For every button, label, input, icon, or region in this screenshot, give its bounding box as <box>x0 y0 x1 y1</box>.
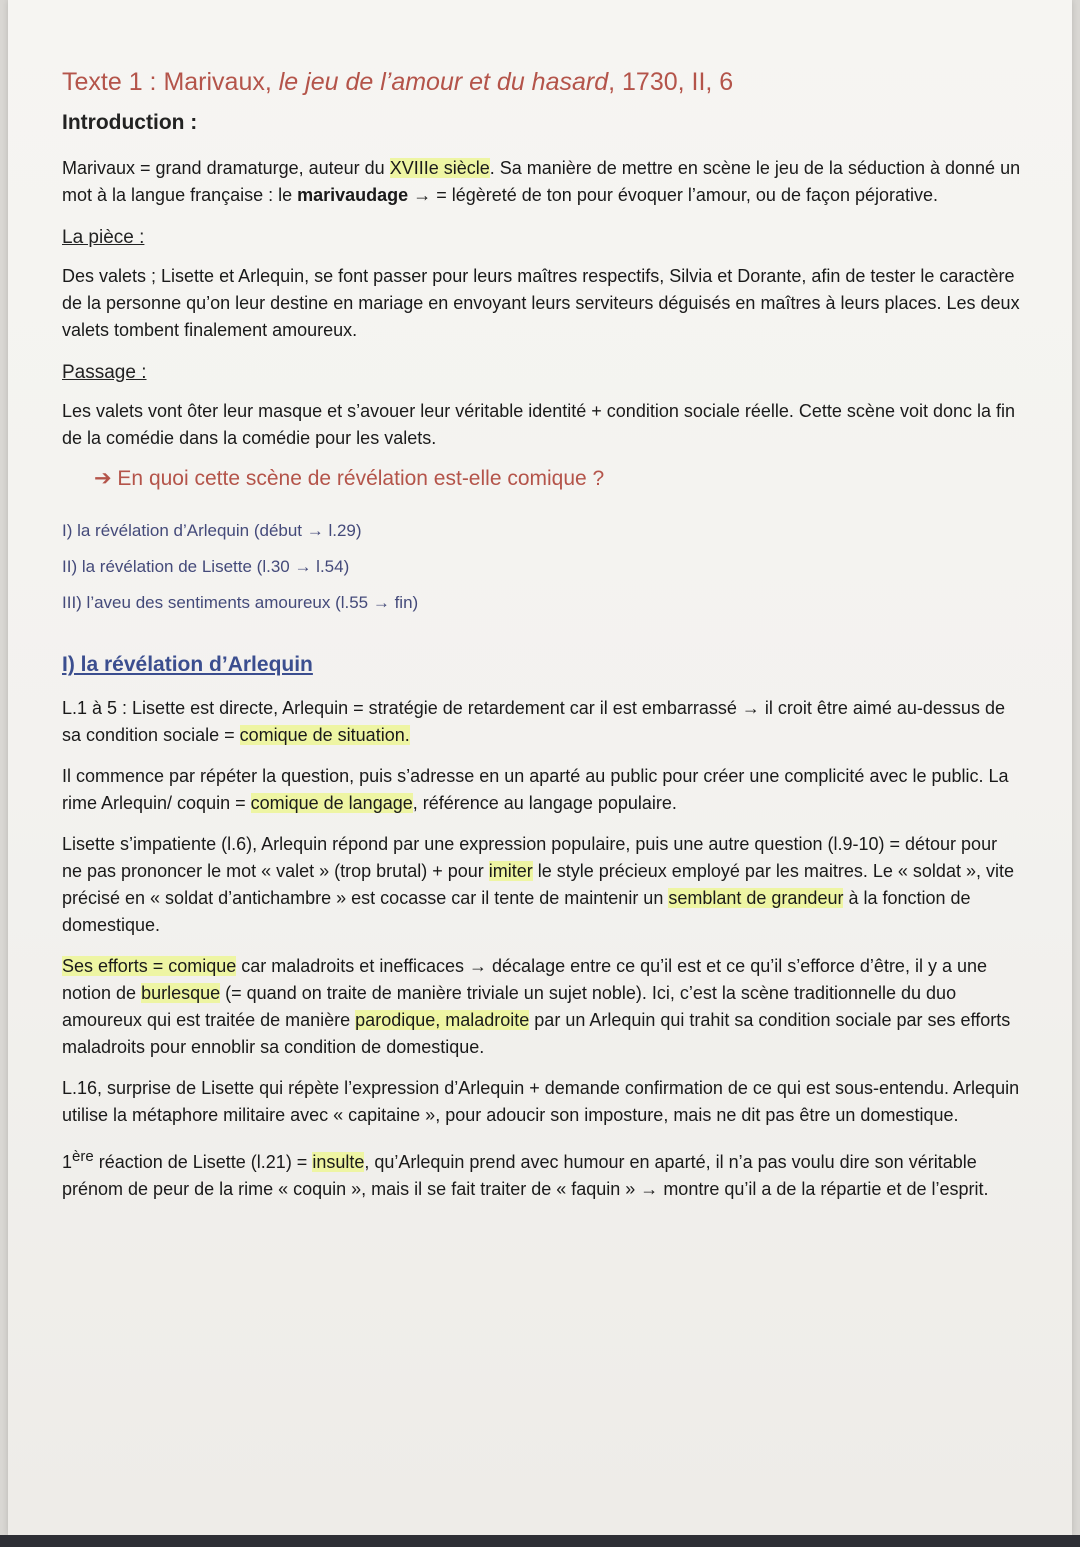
section-1-paragraph-1: L.1 à 5 : Lisette est directe, Arlequin = stratégie de retardement car il est embarrassé → il croit être aimé au-dessus de sa condition sociale = comique de situation. <box>62 698 1005 745</box>
document-title <box>62 68 1022 97</box>
intro-heading: Introduction : <box>62 111 198 134</box>
plan-item-1: I) la révélation d’Arlequin (début → l.29) <box>62 521 362 540</box>
document-page <box>8 0 1072 1535</box>
section-1-paragraph-5: L.16, surprise de Lisette qui répète l’expression d’Arlequin + demande confirmation de ce qui est sous-entendu. Arlequin utilise la métaphore militaire avec « capitaine », pour adoucir son imposture, mais ne dit pas être un domestique. <box>62 1078 1020 1125</box>
title-prefix: Texte 1 : Marivaux, <box>62 68 279 96</box>
plan-item-2: II) la révélation de Lisette (l.30 → l.54) <box>62 557 350 576</box>
piece-heading: La pièce : <box>62 227 145 248</box>
problematique: ➔ En quoi cette scène de révélation est-elle comique ? <box>94 467 605 490</box>
passage-paragraph: Les valets vont ôter leur masque et s’avouer leur véritable identité + condition sociale réelle. Cette scène voit donc la fin de la comédie dans la comédie pour les valets. <box>62 401 1016 448</box>
document-content <box>62 68 1022 1217</box>
piece-paragraph: Des valets ; Lisette et Arlequin, se font passer pour leurs maîtres respectifs, Silvia et Dorante, afin de tester le caractère de la personne qu’on leur destine en mariage en envoyant leurs serviteurs déguisés en maîtres à leurs places. Les deux valets tombent finalement amoureux. <box>62 266 1020 340</box>
passage-heading: Passage : <box>62 362 147 383</box>
bottom-edge <box>0 1535 1080 1547</box>
plan-item-3: III) l’aveu des sentiments amoureux (l.55 → fin) <box>62 593 419 612</box>
section-1-paragraph-6: 1ère réaction de Lisette (l.21) = insulte, qu’Arlequin prend avec humour en aparté, il n’a pas voulu dire son véritable prénom de peur de la rime « coquin », mais il se fait traiter de « faquin » → montre qu’il a de la répartie et de l’esprit. <box>62 1148 989 1199</box>
intro-paragraph: Marivaux = grand dramaturge, auteur du XVIIIe siècle. Sa manière de mettre en scène le jeu de la séduction à donné un mot à la langue française : le marivaudage → = légèreté de ton pour évoquer l’amour, ou de façon péjorative. <box>62 158 1021 205</box>
section-1-heading: I) la révélation d’Arlequin <box>62 653 313 676</box>
title-work: le jeu de l’amour et du hasard <box>278 68 609 96</box>
section-1-paragraph-4: Ses efforts = comique car maladroits et inefficaces → décalage entre ce qu’il est et ce qu’il s’efforce d’être, il y a une notion de burlesque (= quand on traite de manière triviale un sujet noble). Ici, c’est la scène traditionnelle du duo amoureux qui est traitée de manière parodique, maladroite par un Arlequin qui trahit sa condition sociale par ses efforts maladroits pour ennoblir sa condition de domestique. <box>62 956 1011 1057</box>
section-1-paragraph-3: Lisette s’impatiente (l.6), Arlequin répond par une expression populaire, puis une autre question (l.9-10) = détour pour ne pas prononcer le mot « valet » (trop brutal) + pour imiter le style précieux employé par les maitres. Le « soldat », vite précisé en « soldat d’antichambre » est cocasse car il tente de maintenir un semblant de grandeur à la fonction de domestique. <box>62 834 1014 935</box>
title-suffix: , 1730, II, 6 <box>608 68 734 96</box>
section-1-paragraph-2: Il commence par répéter la question, puis s’adresse en un aparté au public pour créer une complicité avec le public. La rime Arlequin/ coquin = comique de langage, référence au langage populaire. <box>62 766 1009 813</box>
